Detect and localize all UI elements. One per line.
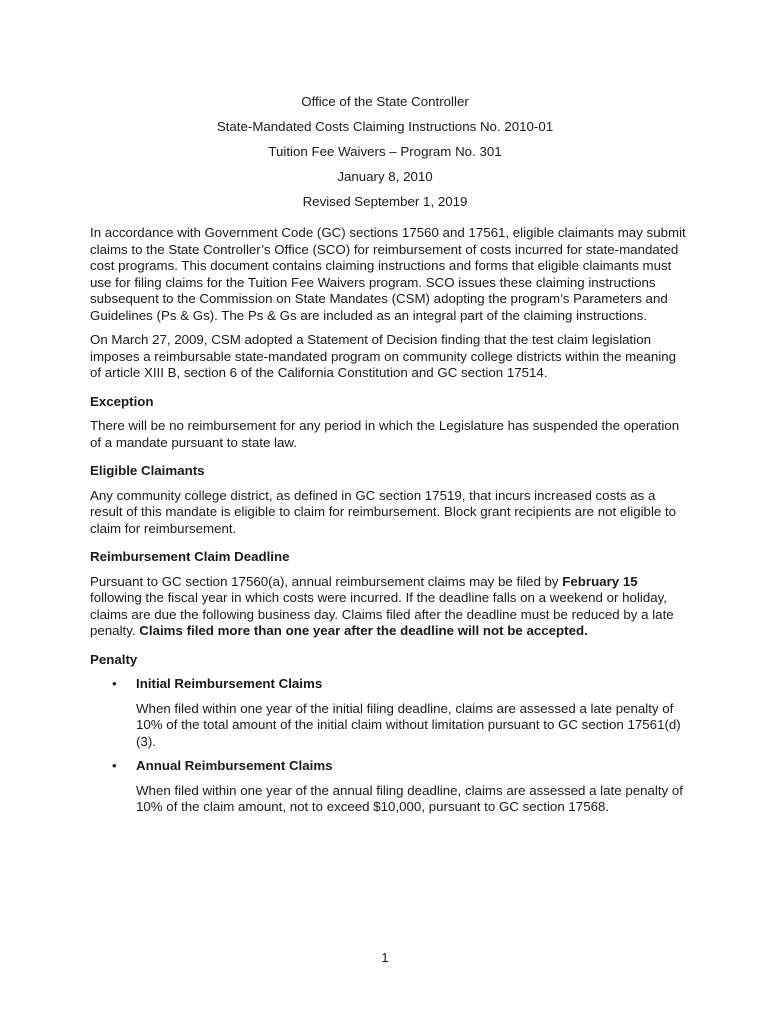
claim-deadline-paragraph — [90, 574, 690, 640]
header-office: Office of the State Controller — [301, 94, 469, 109]
eligible-claimants-heading: Eligible Claimants — [90, 463, 205, 478]
intro-paragraph: In accordance with Government Code (GC) sections 17560 and 17561, eligible claimants may submit claims to the State Controller’s Office (SCO) for reimbursement of costs incurred for state-mandated cost programs. This document contains claiming instructions and forms that eligible claimants must use for filing claims for the Tuition Fee Waivers program. SCO issues these claiming instructions subsequent to the Commission on State Mandates (CSM) adopting the program’s Parameters and Guidelines (Ps & Gs). The Ps & Gs are included as an integral part of the claiming instructions. — [90, 225, 686, 323]
bullet-title: Annual Reimbursement Claims — [136, 758, 333, 773]
deadline-date: February 15 — [562, 573, 638, 589]
document-header — [90, 93, 680, 218]
claim-deadline-heading: Reimbursement Claim Deadline — [90, 549, 290, 564]
header-date: January 8, 2010 — [337, 169, 433, 184]
exception-heading: Exception — [90, 393, 154, 409]
page-number: 1 — [381, 950, 389, 965]
eligible-claimants-paragraph: Any community college district, as defined in GC section 17519, that incurs increased costs as a result of this mandate is eligible to claim for reimbursement. Block grant recipients are not eligible to claim for reimbursement. — [90, 487, 677, 536]
deadline-warning: Claims filed more than one year after the deadline will not be accepted. — [139, 623, 588, 638]
penalty-annual-text: When filed within one year of the annual filing deadline, claims are assessed a late penalty of 10% of the claim amount, not to exceed $10,000, pursuant to GC section 17568. — [136, 782, 683, 814]
exception-paragraph: There will be no reimbursement for any period in which the Legislature has suspended the operation of a mandate pursuant to state law. — [90, 418, 680, 450]
penalty-initial-text: When filed within one year of the initial filing deadline, claims are assessed a late penalty of 10% of the total amount of the initial claim without limitation pursuant to GC section 17561(d)(3). — [136, 700, 681, 749]
deadline-text-a: Pursuant to GC section 17560(a), annual reimbursement claims may be filed by — [90, 573, 563, 589]
deadline-text-b: following the fiscal year in which costs were incurred. If the deadline falls on a weekend or holiday, claims are due the following business day. Claims filed after the deadline must be reduced by a late penalty. — [90, 590, 674, 638]
penalty-heading: Penalty — [90, 651, 138, 667]
header-instructions-title: State-Mandated Costs Claiming Instructions No. 2010-01 — [216, 119, 554, 134]
bullet-icon: • — [112, 676, 117, 691]
penalty-bullet-annual — [90, 758, 690, 775]
header-revised-date: Revised September 1, 2019 — [302, 194, 468, 209]
document-body — [90, 225, 690, 824]
bullet-icon: • — [112, 758, 117, 773]
decision-paragraph: On March 27, 2009, CSM adopted a Statement of Decision finding that the test claim legislation imposes a reimbursable state-mandated program on community college districts within the meaning of article XIII B, section 6 of the California Constitution and GC section 17514. — [90, 332, 677, 380]
penalty-bullet-initial — [90, 676, 690, 693]
bullet-title: Initial Reimbursement Claims — [136, 676, 323, 691]
header-program: Tuition Fee Waivers – Program No. 301 — [268, 144, 502, 159]
